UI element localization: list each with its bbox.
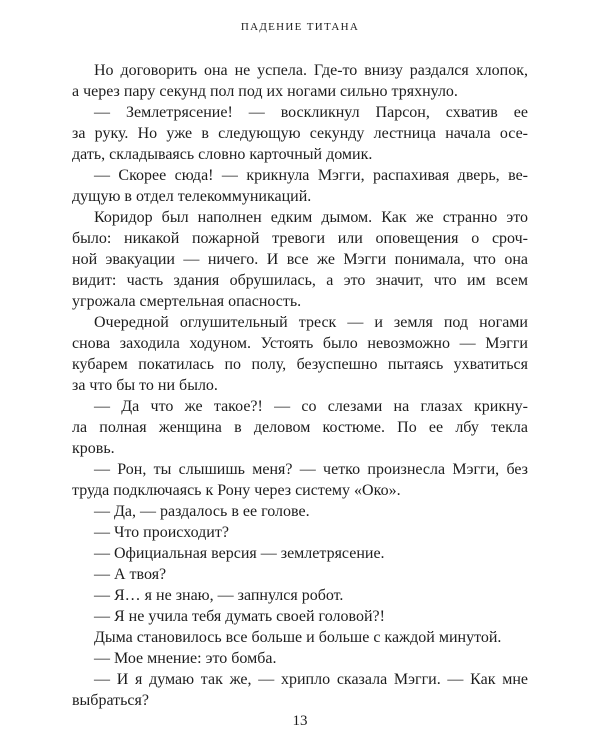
text-line: кубарем покатилась по полу, безуспешно пытаясь ухватиться xyxy=(72,356,528,373)
text-line: ла полная женщина в деловом костюме. По ее лбу текла xyxy=(72,419,528,436)
text-line: видит: часть здания обрушилась, а это значит, что им всем xyxy=(72,272,528,289)
text-line: Коридор был наполнен едким дымом. Как же странно это xyxy=(94,209,528,226)
text-line: а через пару секунд пол под их ногами сильно тряхнуло. xyxy=(72,83,458,100)
text-line: дущую в отдел телекоммуникаций. xyxy=(72,188,312,205)
text-line: — Мое мнение: это бомба. xyxy=(94,650,277,667)
text-line: — Что происходит? xyxy=(94,524,229,541)
text-line: снова заходила ходуном. Устоять было невозможно — Мэгги xyxy=(72,335,528,352)
text-line: — И я думаю так же, — хрипло сказала Мэгги. — Как мне xyxy=(94,671,528,688)
text-line: — Я… я не знаю, — запнулся робот. xyxy=(94,587,344,604)
text-line: — А твоя? xyxy=(94,566,167,583)
text-line: Но договорить она не успела. Где-то внизу раздался хлопок, xyxy=(94,62,528,79)
text-line: — Рон, ты слышишь меня? — четко произнесла Мэгги, без xyxy=(94,461,528,478)
text-line: — Скорее сюда! — крикнула Мэгги, распахивая дверь, ве- xyxy=(94,167,528,184)
text-line: ной эвакуации — ничего. И все же Мэгги понимала, что она xyxy=(72,251,528,268)
text-line: — Да что же такое?! — со слезами на глазах крикну- xyxy=(94,398,528,415)
text-line: угрожала смертельная опасность. xyxy=(72,293,302,310)
text-line: кровь. xyxy=(72,440,115,457)
text-line: за что бы то ни было. xyxy=(72,377,218,394)
text-line: дать, складываясь словно карточный домик. xyxy=(72,146,373,163)
text-line: — Официальная версия — землетрясение. xyxy=(94,545,385,562)
text-line: было: никакой пожарной тревоги или оповещения о сроч- xyxy=(72,230,528,247)
text-line: Дыма становилось все больше и больше с каждой минутой. xyxy=(94,629,502,646)
text-line: Очередной оглушительный треск — и земля под ногами xyxy=(94,314,528,331)
body-text xyxy=(72,60,528,711)
text-line: труда подключаясь к Рону через систему «Око». xyxy=(72,482,401,499)
running-head: ПАДЕНИЕ ТИТАНА xyxy=(240,21,360,33)
text-line: — Я не учила тебя думать своей головой?! xyxy=(94,608,385,625)
text-line: — Землетрясение! — воскликнул Парсон, схватив ее xyxy=(94,104,528,121)
text-line: выбраться? xyxy=(72,692,149,709)
page-number: 13 xyxy=(292,713,308,729)
text-line: за руку. Но уже в следующую секунду лестница начала осе- xyxy=(72,125,528,142)
text-line: — Да, — раздалось в ее голове. xyxy=(94,503,310,520)
